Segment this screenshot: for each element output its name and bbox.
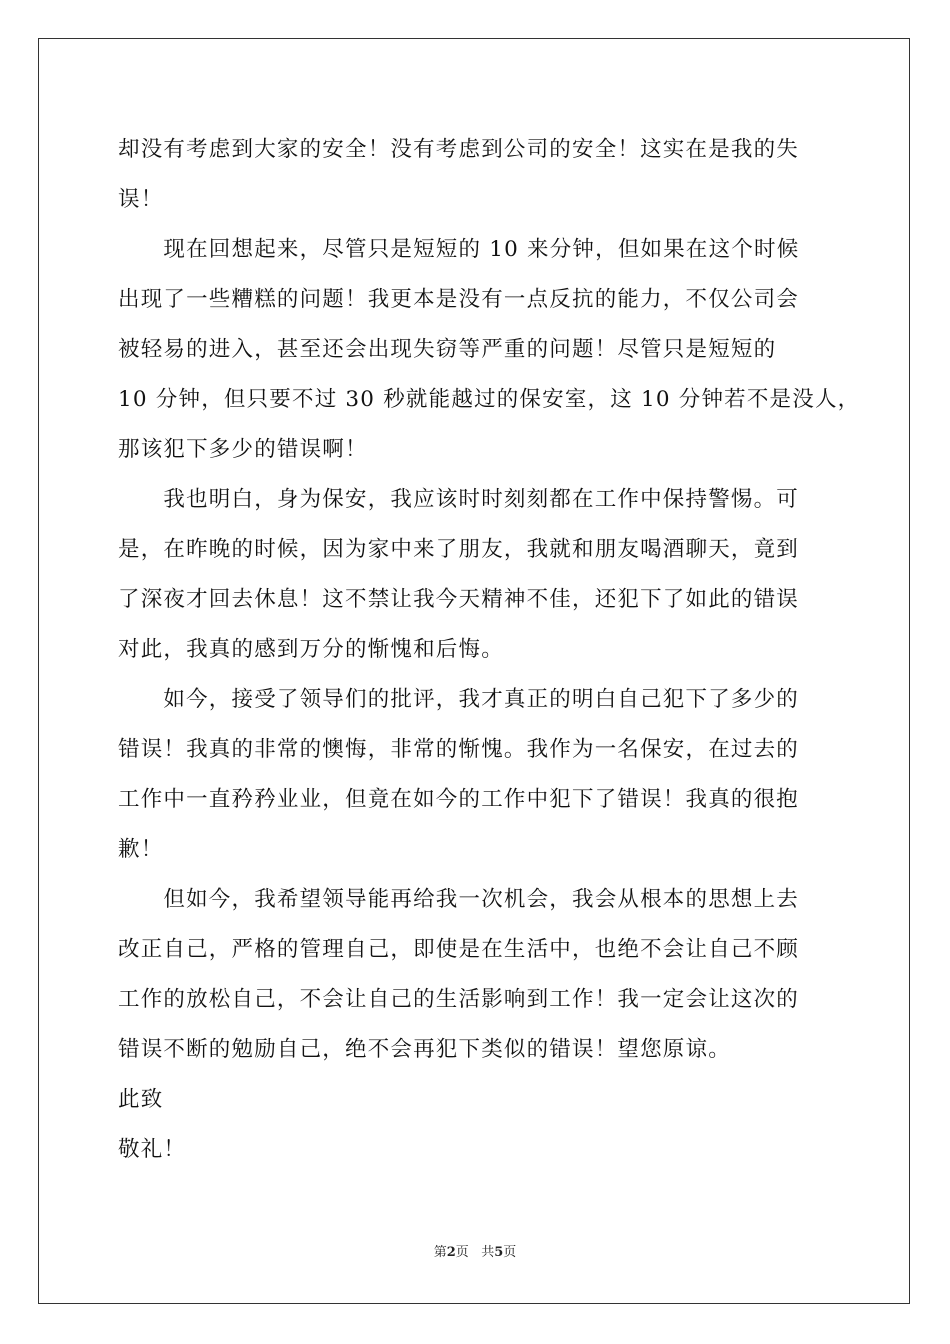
salutation-line: 敬礼！ bbox=[118, 1137, 187, 1162]
text-line: 了深夜才回去休息！这不禁让我今天精神不佳，还犯下了如此的错误 bbox=[118, 587, 800, 612]
text-line: 那该犯下多少的错误啊！ bbox=[118, 437, 368, 462]
text-line: 误！ bbox=[118, 187, 164, 212]
text-line: 10 分钟，但只要不过 30 秒就能越过的保安室，这 10 分钟若不是没人， bbox=[118, 387, 861, 412]
text-line: 如今，接受了领导们的批评，我才真正的明白自己犯下了多少的 bbox=[118, 687, 800, 712]
text-line: 对此，我真的感到万分的惭愧和后悔。 bbox=[118, 637, 504, 662]
letter-body bbox=[118, 125, 861, 1175]
page-suffix: 页 bbox=[455, 1245, 469, 1260]
total-prefix: 共 bbox=[481, 1245, 495, 1260]
page-footer bbox=[0, 1245, 950, 1261]
text-line: 我也明白，身为保安，我应该时时刻刻都在工作中保持警惕。可 bbox=[118, 487, 800, 512]
page-prefix: 第 bbox=[433, 1245, 447, 1260]
text-line: 是，在昨晚的时候，因为家中来了朋友，我就和朋友喝酒聊天，竟到 bbox=[118, 537, 800, 562]
text-line: 错误不断的勉励自己，绝不会再犯下类似的错误！望您原谅。 bbox=[118, 1037, 731, 1062]
text-line: 错误！我真的非常的懊悔，非常的惭愧。我作为一名保安，在过去的 bbox=[118, 737, 800, 762]
text-line: 却没有考虑到大家的安全！没有考虑到公司的安全！这实在是我的失 bbox=[118, 137, 800, 162]
text-line: 被轻易的进入，甚至还会出现失窃等严重的问题！尽管只是短短的 bbox=[118, 337, 777, 362]
text-line: 改正自己，严格的管理自己，即使是在生活中，也绝不会让自己不顾 bbox=[118, 937, 800, 962]
text-line: 但如今，我希望领导能再给我一次机会，我会从根本的思想上去 bbox=[118, 887, 800, 912]
text-line: 工作中一直矜矜业业，但竟在如今的工作中犯下了错误！我真的很抱 bbox=[118, 787, 800, 812]
closing-line: 此致 bbox=[118, 1087, 164, 1112]
text-line: 出现了一些糟糕的问题！我更本是没有一点反抗的能力，不仅公司会 bbox=[118, 287, 800, 312]
total-pages: 5 bbox=[494, 1245, 504, 1260]
text-line: 现在回想起来，尽管只是短短的 10 来分钟，但如果在这个时候 bbox=[118, 237, 800, 262]
text-line: 歉！ bbox=[118, 837, 164, 862]
page-number: 2 bbox=[446, 1245, 456, 1260]
text-line: 工作的放松自己，不会让自己的生活影响到工作！我一定会让这次的 bbox=[118, 987, 800, 1012]
total-suffix: 页 bbox=[503, 1245, 517, 1260]
